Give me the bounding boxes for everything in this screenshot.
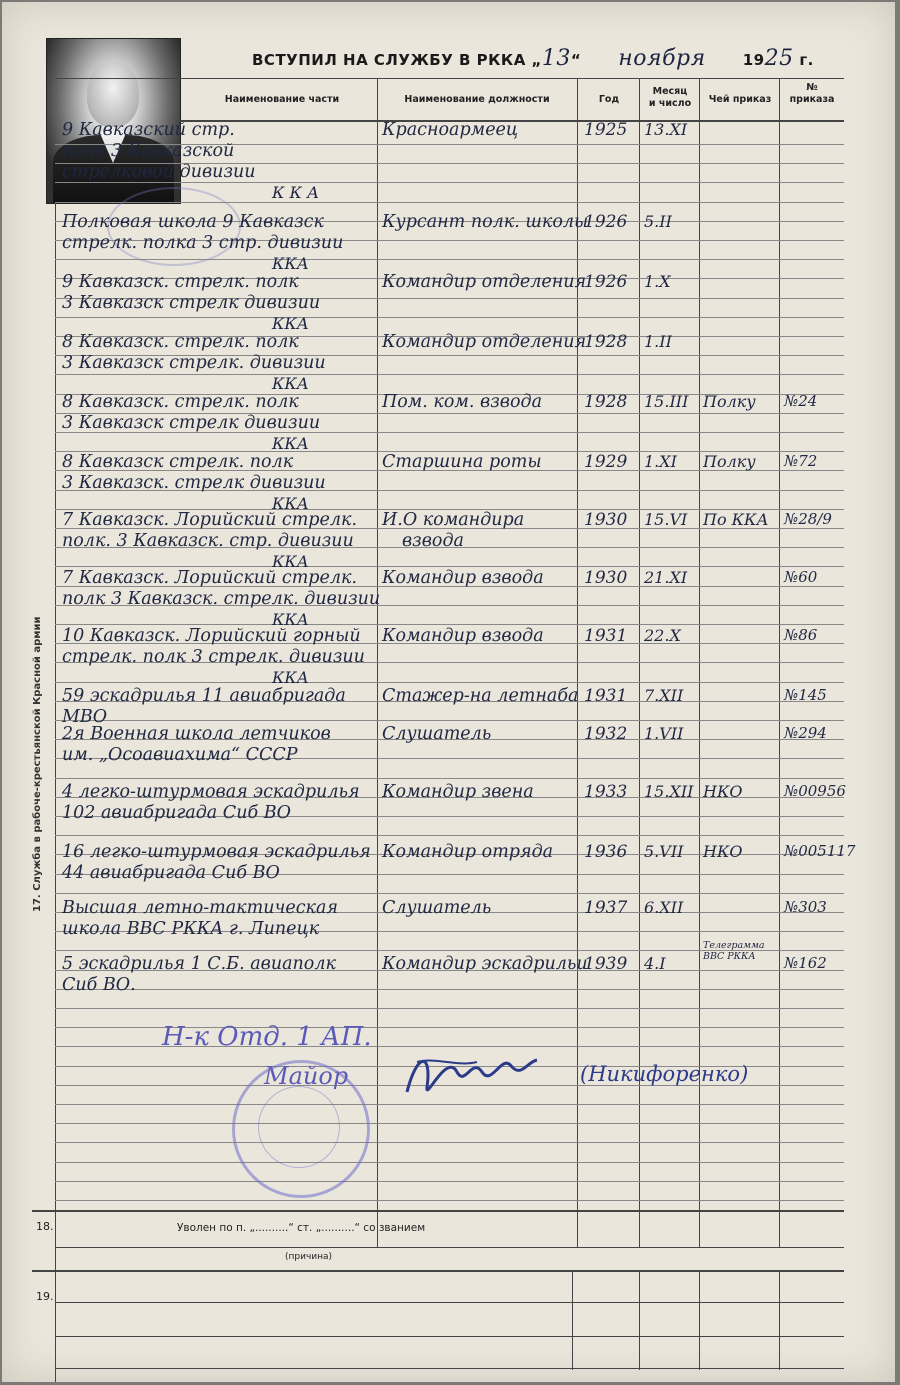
row-14-order-no: №303 [784, 898, 827, 916]
row-9-position: Командир взвода [382, 626, 544, 646]
row-6-order-no: №72 [784, 452, 818, 470]
row-6-order-by: Полку [703, 452, 756, 471]
row-5-position: Пом. ком. взвода [382, 392, 543, 412]
row-12-unit-line-1: 4 легко-штурмовая эскадрилья [62, 782, 360, 802]
row-19-number: 19. [36, 1290, 54, 1303]
row-8-unit-line-2: полк 3 Кавказск. стрелк. дивизии [62, 589, 381, 609]
row-3-date: 1.X [644, 272, 671, 291]
row-7-unit-line-1: 7 Кавказск. Лорийский стрелк. [62, 510, 358, 530]
row-7-position: И.О командира [382, 510, 525, 530]
row-11-unit-line-2: им. „Осоавиахима“ СССР [62, 745, 298, 765]
row-13-order-no: №005117 [784, 842, 856, 860]
row-9-unit-line-2: стрелк. полк 3 стрелк. дивизии [62, 647, 365, 667]
row-13-unit-line-1: 16 легко-штурмовая эскадрилья [62, 842, 371, 862]
col-header-unit: Наименование части [224, 94, 340, 105]
row-9-unit-line-3: ККА [272, 668, 309, 687]
row-13-unit-line-2: 44 авиабригада Сиб ВО [62, 863, 280, 883]
row-2-unit-line-1: Полковая школа 9 Кавказск [62, 212, 324, 232]
row-9-year: 1931 [584, 626, 628, 646]
row-11-date: 1.VII [644, 724, 684, 743]
row-6-unit-line-2: 3 Кавказск. стрелк дивизии [62, 473, 326, 493]
row-4-date: 1.II [644, 332, 672, 351]
row-5-date: 15.III [644, 392, 689, 411]
row-10-order-no: №145 [784, 686, 827, 704]
header-month: ноября [618, 46, 706, 71]
col-header-position: Наименование должности [404, 94, 550, 105]
row-1-unit-line-2: полк 3 Кавказской [62, 141, 235, 161]
row-13-date: 5.VII [644, 842, 684, 861]
row-2-date: 5.II [644, 212, 672, 231]
row-5-year: 1928 [584, 392, 628, 412]
col-header-year: Год [598, 94, 620, 105]
row-10-position: Стажер-на летнаба [382, 686, 579, 706]
row-8-unit-line-3: ККА [272, 610, 309, 629]
row-13-order-by: НКО [703, 842, 743, 861]
signature-title: Н-к Отд. 1 АП. [162, 1022, 372, 1052]
row-12-order-no: №00956 [784, 782, 846, 800]
row-2-year: 1926 [584, 212, 628, 232]
row-15-unit-line-2: Сиб ВО. [62, 975, 136, 995]
side-section-label: 17. Служба в рабоче-крестьянской Красной армии [32, 616, 43, 912]
row-1-year: 1925 [584, 120, 628, 140]
row-1-unit-line-1: 9 Кавказский стр. [62, 120, 235, 140]
row-10-unit-line-1: 59 эскадрилья 11 авиабригада [62, 686, 346, 706]
row-3-unit-line-1: 9 Кавказск. стрелк. полк [62, 272, 299, 292]
row-7-order-by: По ККА [703, 510, 769, 529]
row-12-position: Командир звена [382, 782, 534, 802]
row-10-year: 1931 [584, 686, 628, 706]
row-6-unit-line-3: ККА [272, 494, 309, 513]
row-7-position: взвода [402, 531, 464, 551]
row-9-date: 22.X [644, 626, 681, 645]
row-12-year: 1933 [584, 782, 628, 802]
col-header-month: Месяц и число [648, 86, 692, 109]
row-18-number: 18. [36, 1220, 54, 1233]
row-14-date: 6.XII [644, 898, 684, 917]
signature-rank: Майор [264, 1062, 349, 1090]
row-10-date: 7.XII [644, 686, 684, 705]
row-7-unit-line-2: полк. 3 Кавказск. стр. дивизии [62, 531, 354, 551]
row-3-position: Командир отделения [382, 272, 587, 292]
row-3-unit-line-2: 3 Кавказск стрелк дивизии [62, 293, 321, 313]
row-11-position: Слушатель [382, 724, 492, 744]
official-seal-inner [258, 1086, 340, 1168]
row-3-year: 1926 [584, 272, 628, 292]
row-18-subtext: (причина) [285, 1252, 333, 1262]
row-13-position: Командир отряда [382, 842, 554, 862]
row-14-unit-line-2: школа ВВС РККА г. Липецк [62, 919, 320, 939]
row-1-unit-line-4: К К А [272, 183, 320, 202]
header-year-suffix: 25 [764, 46, 794, 71]
row-5-unit-line-2: 3 Кавказск стрелк дивизии [62, 413, 321, 433]
row-12-order-by: НКО [703, 782, 743, 801]
row-6-position: Старшина роты [382, 452, 542, 472]
row-8-date: 21.XI [644, 568, 688, 587]
row-14-unit-line-1: Высшая летно-тактическая [62, 898, 339, 918]
row-2-position: Курсант полк. школы [382, 212, 589, 232]
row-8-year: 1930 [584, 568, 628, 588]
col-header-order-no: № приказа [789, 82, 835, 105]
row-15-order-no: №162 [784, 954, 827, 972]
row-4-position: Командир отделения [382, 332, 587, 352]
row-5-unit-line-3: ККА [272, 434, 309, 453]
row-7-unit-line-3: ККА [272, 552, 309, 571]
row-6-unit-line-1: 8 Кавказск стрелк. полк [62, 452, 294, 472]
row-4-year: 1928 [584, 332, 628, 352]
row-15-unit-line-1: 5 эскадрилья 1 С.Б. авиаполк [62, 954, 336, 974]
header-printed-text: ВСТУПИЛ НА СЛУЖБУ В РККА [252, 51, 526, 69]
row-14-year: 1937 [584, 898, 628, 918]
row-12-date: 15.XII [644, 782, 694, 801]
row-5-unit-line-1: 8 Кавказск. стрелк. полк [62, 392, 299, 412]
row-1-position: Красноармеец [382, 120, 519, 140]
row-6-year: 1929 [584, 452, 628, 472]
row-4-unit-line-3: ККА [272, 374, 309, 393]
row-8-position: Командир взвода [382, 568, 544, 588]
row-15-year: 1939 [584, 954, 628, 974]
row-4-unit-line-1: 8 Кавказск. стрелк. полк [62, 332, 299, 352]
row-11-order-no: №294 [784, 724, 827, 742]
handwritten-signature [397, 1032, 547, 1112]
row-1-date: 13.XI [644, 120, 688, 139]
row-8-unit-line-1: 7 Кавказск. Лорийский стрелк. [62, 568, 358, 588]
row-14-position: Слушатель [382, 898, 492, 918]
row-2-unit-line-2: стрелк. полка 3 стр. дивизии [62, 233, 344, 253]
row-15-order-by: Телеграмма ВВС РККА [703, 940, 765, 962]
col-header-order-by: Чей приказ [708, 94, 772, 105]
row-5-order-by: Полку [703, 392, 756, 411]
row-5-order-no: №24 [784, 392, 818, 410]
signature-name: (Никифоренко) [580, 1062, 749, 1086]
row-7-date: 15.VI [644, 510, 688, 529]
row-11-unit-line-1: 2я Военная школа летчиков [62, 724, 331, 744]
row-3-unit-line-3: ККА [272, 314, 309, 333]
row-18-text: Уволен по п. „..........“ ст. „..........“ со званием [177, 1222, 426, 1234]
row-9-order-no: №86 [784, 626, 818, 644]
row-2-unit-line-3: ККА [272, 254, 309, 273]
row-8-order-no: №60 [784, 568, 818, 586]
service-entry-header: ВСТУПИЛ НА СЛУЖБУ В РККА „13“ ноября 1925 г. [252, 46, 814, 71]
row-15-position: Командир эскадрильи [382, 954, 588, 974]
row-15-date: 4.I [644, 954, 666, 973]
row-11-year: 1932 [584, 724, 628, 744]
row-9-unit-line-1: 10 Кавказск. Лорийский горный [62, 626, 361, 646]
header-day: 13 [541, 46, 571, 71]
row-7-year: 1930 [584, 510, 628, 530]
row-4-unit-line-2: 3 Кавказск стрелк. дивизии [62, 353, 326, 373]
document-page [2, 2, 895, 1382]
row-12-unit-line-2: 102 авиабригада Сиб ВО [62, 803, 291, 823]
row-6-date: 1.XI [644, 452, 677, 471]
row-10-unit-line-2: МВО [62, 707, 108, 727]
row-7-order-no: №28/9 [784, 510, 832, 528]
row-1-unit-line-3: стрелковой дивизии [62, 162, 256, 182]
row-13-year: 1936 [584, 842, 628, 862]
